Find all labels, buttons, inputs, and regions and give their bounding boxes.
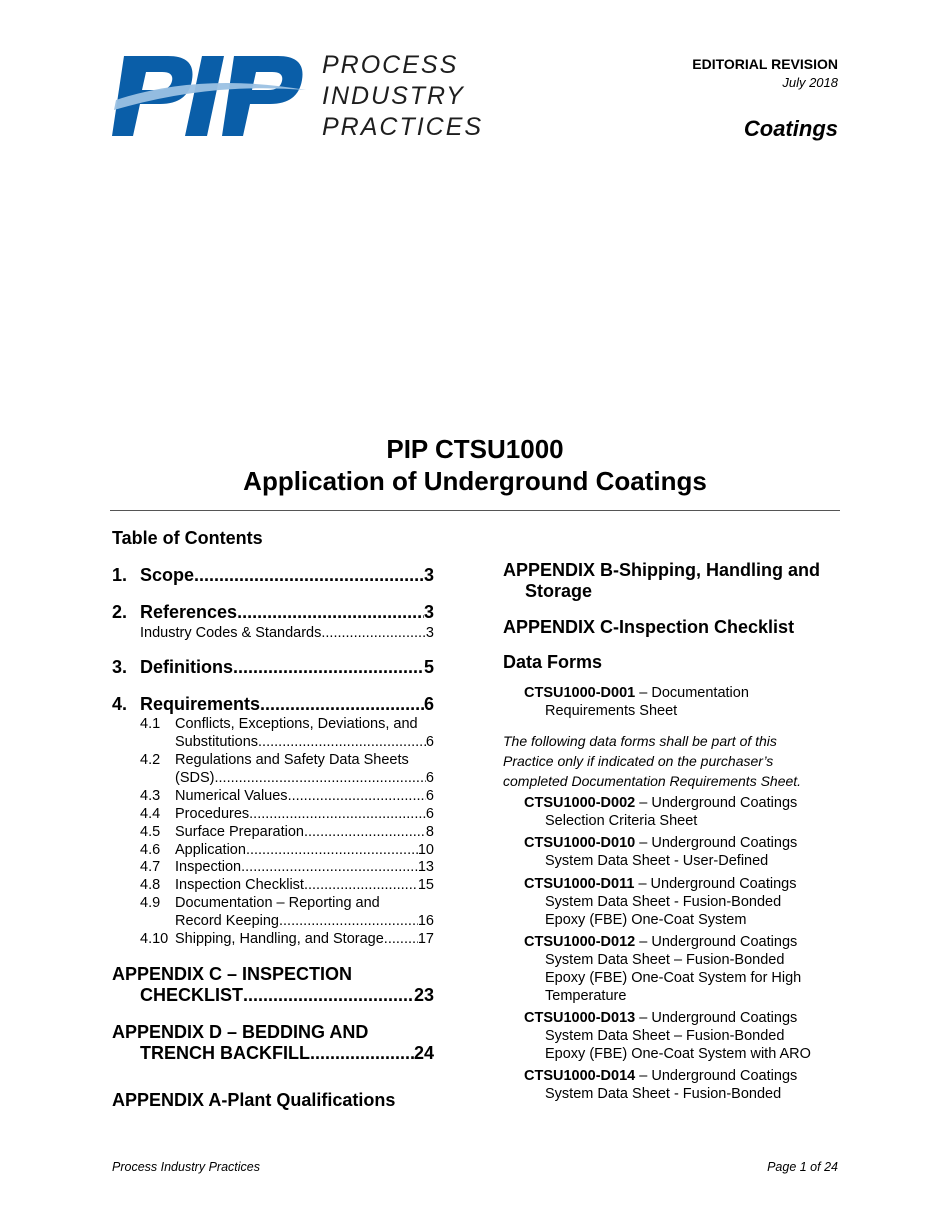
toc-entry-definitions[interactable]: 3. Definitions ..... 5 [112,657,434,678]
form-d002[interactable]: CTSU1000-D002 – Underground Coatings [524,795,798,811]
pip-logo [110,50,484,142]
title-divider [110,510,840,511]
forms-note-line3: completed Documentation Requirements Sheet. [503,773,802,789]
toc-entry-scope[interactable]: 1. Scope ..... 3 [112,565,434,586]
toc-entry-4-5[interactable]: 4.5 Surface Preparation ..... 8 [140,823,434,841]
form-d011-cont-1: System Data Sheet - Fusion-Bonded [545,894,782,910]
toc-entry-4-8[interactable]: 4.8 Inspection Checklist ..... 15 [140,876,434,894]
toc-entry-4-7[interactable]: 4.7 Inspection ..... 13 [140,858,434,876]
data-forms-heading: Data Forms [503,652,603,672]
toc-entry-4-2-cont[interactable]: (SDS) ..... 6 [175,769,434,787]
toc-appendix-d-line2[interactable]: TRENCH BACKFILL ..... 24 [140,1042,434,1064]
form-d013-cont-1: System Data Sheet – Fusion-Bonded [545,1028,785,1044]
form-d001-cont: Requirements Sheet [545,703,678,719]
form-d011[interactable]: CTSU1000-D011 – Underground Coatings [524,876,797,892]
toc-entry-4-10[interactable]: 4.10 Shipping, Handling, and Storage ..... 17 [140,930,434,948]
toc-heading: Table of Contents [112,528,263,548]
forms-note-line1: The following data forms shall be part of this [503,733,777,749]
form-d012-cont-3: Temperature [545,988,627,1004]
form-d013-cont-2: Epoxy (FBE) One-Coat System with ARO [545,1046,811,1062]
toc-appendix-c-right[interactable]: APPENDIX C-Inspection Checklist [503,617,795,637]
toc-entry-4-1[interactable]: 4.1 Conflicts, Exceptions, Deviations, and [140,716,418,732]
document-number: PIP CTSU1000 [386,434,564,464]
form-d012-cont-1: System Data Sheet – Fusion-Bonded [545,952,785,968]
toc-entry-references[interactable]: 2. References ..... 3 [112,602,434,623]
toc-appendix-b-line2[interactable]: Storage [525,581,593,601]
toc-entry-industry-codes[interactable]: Industry Codes & Standards ..... 3 [140,624,434,642]
footer-page-number: Page 1 of 24 [767,1160,838,1174]
form-d012[interactable]: CTSU1000-D012 – Underground Coatings [524,934,798,950]
svg-text:PIP: PIP [110,50,112,51]
footer-org: Process Industry Practices [112,1160,260,1174]
toc-entry-4-9[interactable]: 4.9 Documentation – Reporting and [140,895,380,911]
forms-note-line2: Practice only if indicated on the purchaser’s [503,753,774,769]
category-title: Coatings [743,116,838,141]
toc-entry-4-9-cont[interactable]: Record Keeping ..... 16 [175,912,434,930]
form-d001[interactable]: CTSU1000-D001 – Documentation [524,685,749,701]
form-d011-cont-2: Epoxy (FBE) One-Coat System [545,912,747,928]
toc-entry-4-2[interactable]: 4.2 Regulations and Safety Data Sheets [140,752,409,768]
form-d010-cont: System Data Sheet - User-Defined [545,853,769,869]
form-d014[interactable]: CTSU1000-D014 – Underground Coatings [524,1068,798,1084]
logo-word-3: PRACTICES [322,113,484,141]
document-title: Application of Underground Coatings [243,466,707,496]
toc-entry-requirements[interactable]: 4. Requirements ..... 6 [112,694,434,715]
pip-logo-mark [110,50,310,142]
logo-word-2: INDUSTRY [322,82,465,110]
logo-word-1: PROCESS [322,51,459,79]
revision-date: July 2018 [782,75,838,90]
form-d013[interactable]: CTSU1000-D013 – Underground Coatings [524,1010,798,1026]
toc-entry-4-3[interactable]: 4.3 Numerical Values ..... 6 [140,787,434,805]
toc-appendix-a[interactable]: APPENDIX A-Plant Qualifications [112,1090,396,1110]
revision-label: EDITORIAL REVISION [692,56,838,72]
toc-entry-4-6[interactable]: 4.6 Application ..... 10 [140,841,434,859]
form-d014-cont: System Data Sheet - Fusion-Bonded [545,1086,782,1102]
toc-appendix-d-line1[interactable]: APPENDIX D – BEDDING AND [112,1022,369,1042]
toc-appendix-c-line2[interactable]: CHECKLIST ..... 23 [140,984,434,1006]
toc-appendix-b-line1[interactable]: APPENDIX B-Shipping, Handling and [503,560,820,580]
toc-entry-4-4[interactable]: 4.4 Procedures ..... 6 [140,805,434,823]
form-d012-cont-2: Epoxy (FBE) One-Coat System for High [545,970,802,986]
toc-entry-4-1-cont[interactable]: Substitutions ..... 6 [175,733,434,751]
toc-appendix-c-line1[interactable]: APPENDIX C – INSPECTION [112,964,353,984]
form-d002-cont: Selection Criteria Sheet [545,813,698,829]
form-d010[interactable]: CTSU1000-D010 – Underground Coatings [524,835,798,851]
